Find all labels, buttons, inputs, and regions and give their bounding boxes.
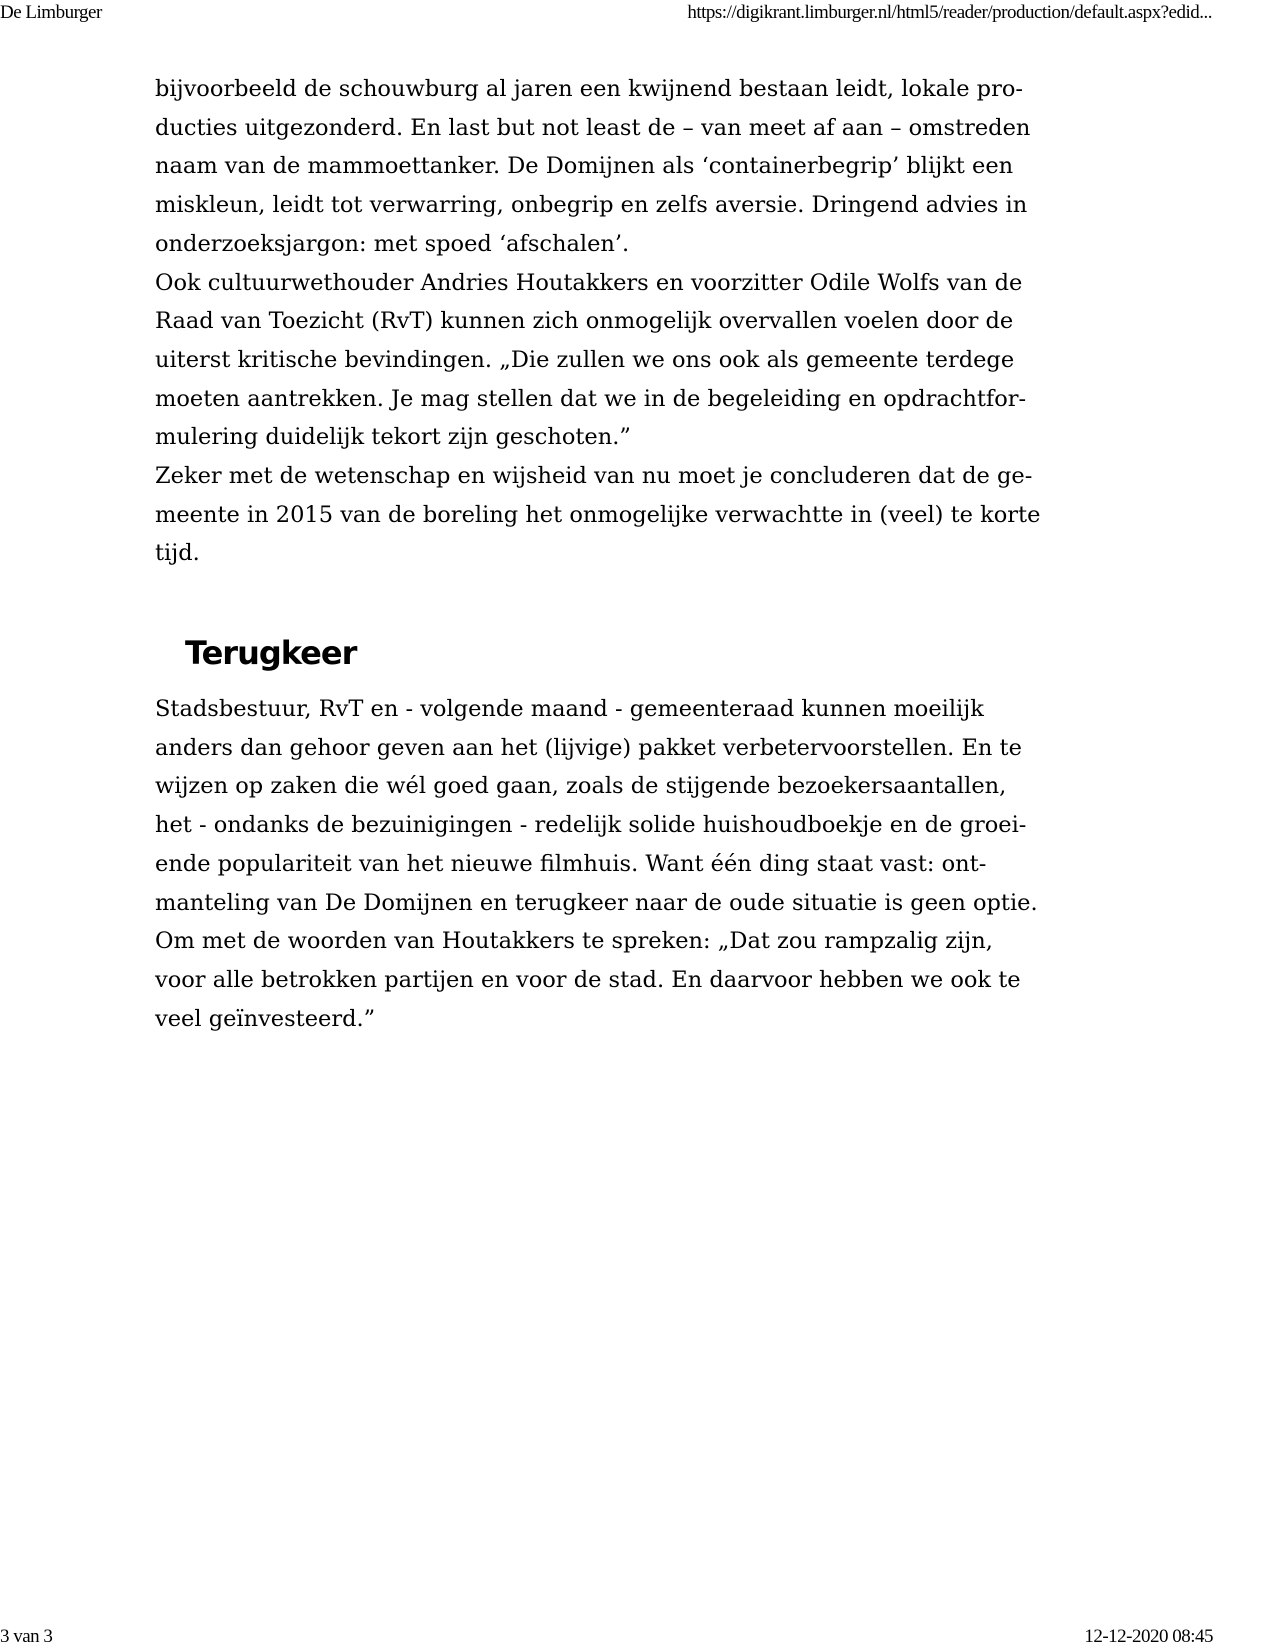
text-line: bijvoorbeeld de schouwburg al jaren een kwijnend bestaan leidt, lokale pro- [155,76,1023,102]
text-line: Raad van Toezicht (RvT) kunnen zich onmogelijk overvallen voelen door de [155,308,1014,335]
text-line: Ook cultuurwethouder Andries Houtakkers en voorzitter Odile Wolfs van de [155,269,1023,296]
text-line: veel geïnvesteerd.” [155,1005,376,1032]
page-indicator: 3 van 3 [0,1626,53,1647]
text-line: onderzoeksjargon: met spoed ‘afschalen’. [155,230,630,257]
article-body-2 [155,690,1038,1038]
text-line: wijzen op zaken die wél goed gaan, zoals de stijgende bezoekersaantallen, [155,773,1007,800]
text-line: mulering duidelijk tekort zijn geschoten.” [155,424,631,451]
text-line: ducties uitgezonderd. En last but not least de – van meet af aan – omstreden [155,114,1031,141]
text-line: Om met de woorden van Houtakkers te spreken: „Dat zou rampzalig zijn, [155,928,993,955]
text-line: Stadsbestuur, RvT en - volgende maand - gemeenteraad kunnen moeilijk [155,696,984,722]
text-line: miskleun, leidt tot verwarring, onbegrip en zelfs aversie. Dringend advies in [155,192,1028,219]
text-line: tijd. [155,540,200,567]
text-line: manteling van De Domijnen en terugkeer naar de oude situatie is geen optie. [155,889,1038,916]
site-title: De Limburger [0,2,102,23]
text-line: meente in 2015 van de boreling het onmogelijke verwachtte in (veel) te korte [155,501,1041,528]
text-line: voor alle betrokken partijen en voor de stad. En daarvoor hebben we ook te [155,966,1021,993]
text-line: het - ondanks de bezuinigingen - redelijk solide huishoudboekje en de groei- [155,812,1027,839]
text-line: moeten aantrekken. Je mag stellen dat we in de begeleiding en opdrachtfor- [155,385,1027,412]
text-line: naam van de mammoettanker. De Domijnen als ‘containerbegrip’ blijkt een [155,153,1014,180]
section-heading: Terugkeer [185,634,357,672]
print-datetime: 12-12-2020 08:45 [1084,1626,1213,1647]
text-line: uiterst kritische bevindingen. „Die zullen we ons ook als gemeente terdege [155,346,1015,373]
text-line: anders dan gehoor geven aan het (lijvige) pakket verbetervoorstellen. En te [155,734,1022,761]
article-body-1 [155,70,1040,573]
page-url: https://digikrant.limburger.nl/html5/reader/production/default.aspx?edid... [687,2,1212,23]
text-line: Zeker met de wetenschap en wijsheid van nu moet je concluderen dat de ge- [155,463,1033,490]
text-line: ende populariteit van het nieuwe filmhuis. Want één ding staat vast: ont- [155,850,987,877]
